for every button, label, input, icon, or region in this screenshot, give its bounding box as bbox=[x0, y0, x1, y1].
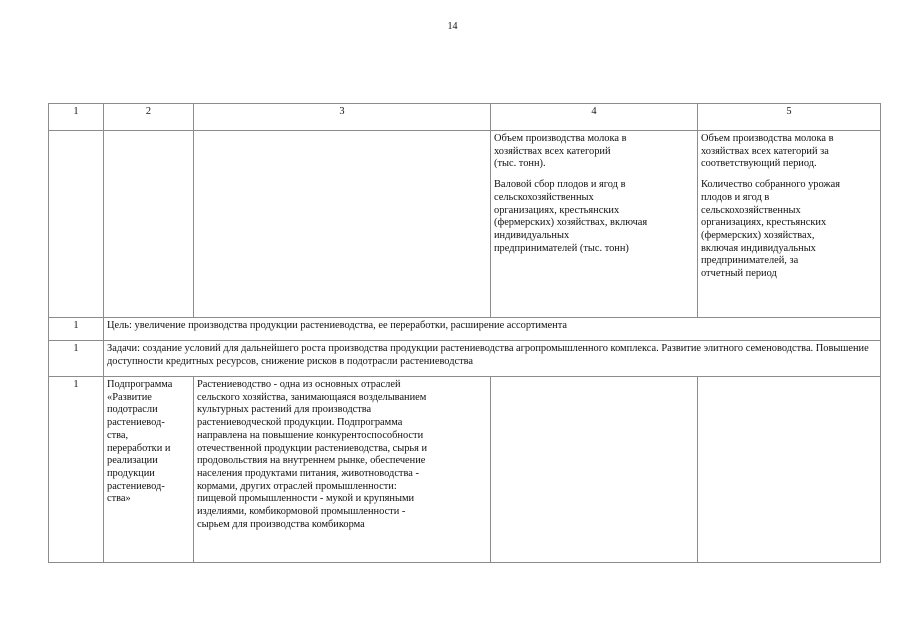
indicator-cell bbox=[491, 131, 698, 318]
row-number: 1 bbox=[49, 318, 104, 341]
indicator-definition-cell bbox=[698, 131, 881, 318]
empty-cell bbox=[698, 377, 881, 563]
empty-cell bbox=[491, 377, 698, 563]
definition-milk-volume: Объем производства молока в хозяйствах всех категорий за соответствующий период. bbox=[701, 133, 834, 170]
header-col-1: 1 bbox=[49, 104, 104, 131]
goal-text: Цель: увеличение производства продукции растениеводства, ее переработки, расширение ассортимента bbox=[104, 318, 881, 341]
row-number: 1 bbox=[49, 341, 104, 377]
page-number: 14 bbox=[447, 21, 458, 32]
subprogram-description-text: Растениеводство - одна из основных отраслей сельского хозяйства, занимающаяся возделыванием культурных растений для производства растениеводческой продукции. Подпрограмма направлена на повышение конкурентоспособности отечественной продукции растениеводства, сырья и продовольствия на внутреннем рынке, обеспечение населения продуктами питания, животноводства - кормами, других отраслей промышленности: пищевой промышленности - мукой и крупяными изделиями, комбикормовой промышленности - сырьем для производства комбикорма bbox=[197, 379, 428, 530]
table-row-goal bbox=[49, 318, 881, 341]
table-header-row bbox=[49, 104, 881, 131]
subprogram-description bbox=[194, 377, 491, 563]
table-row-indicators bbox=[49, 131, 881, 318]
header-col-2: 2 bbox=[104, 104, 194, 131]
table-row-subprogram bbox=[49, 377, 881, 563]
tasks-text: Задачи: создание условий для дальнейшего роста производства продукции растениеводства агропромышленного комплекса. Развитие элитного семеноводства. Повышение доступности кредитных ресурсов, снижение рисков в подотрасли растениеводства bbox=[104, 341, 881, 377]
definition-fruit-harvest: Количество собранного урожая плодов и ягод в сельскохозяйственных организациях, крестьянских (фермерских) хозяйствах, включая индивидуальных предпринимателей, за отчетный период bbox=[701, 179, 841, 280]
header-col-3: 3 bbox=[194, 104, 491, 131]
empty-cell bbox=[49, 131, 104, 318]
indicator-milk-volume: Объем производства молока в хозяйствах всех категорий (тыс. тонн). bbox=[494, 133, 627, 170]
indicator-fruit-harvest: Валовой сбор плодов и ягод в сельскохозяйственных организациях, крестьянских (фермерских) хозяйствах, включая индивидуальных предпринимателей (тыс. тонн) bbox=[494, 179, 648, 254]
subprogram-name-text: Подпрограмма «Развитие подотрасли растениевод- ства, переработки и реализации продукции растениевод- ства» bbox=[107, 379, 173, 505]
row-number: 1 bbox=[49, 377, 104, 563]
empty-cell bbox=[194, 131, 491, 318]
program-table bbox=[48, 103, 881, 563]
subprogram-name bbox=[104, 377, 194, 563]
header-col-4: 4 bbox=[491, 104, 698, 131]
table-row-tasks bbox=[49, 341, 881, 377]
header-col-5: 5 bbox=[698, 104, 881, 131]
empty-cell bbox=[104, 131, 194, 318]
